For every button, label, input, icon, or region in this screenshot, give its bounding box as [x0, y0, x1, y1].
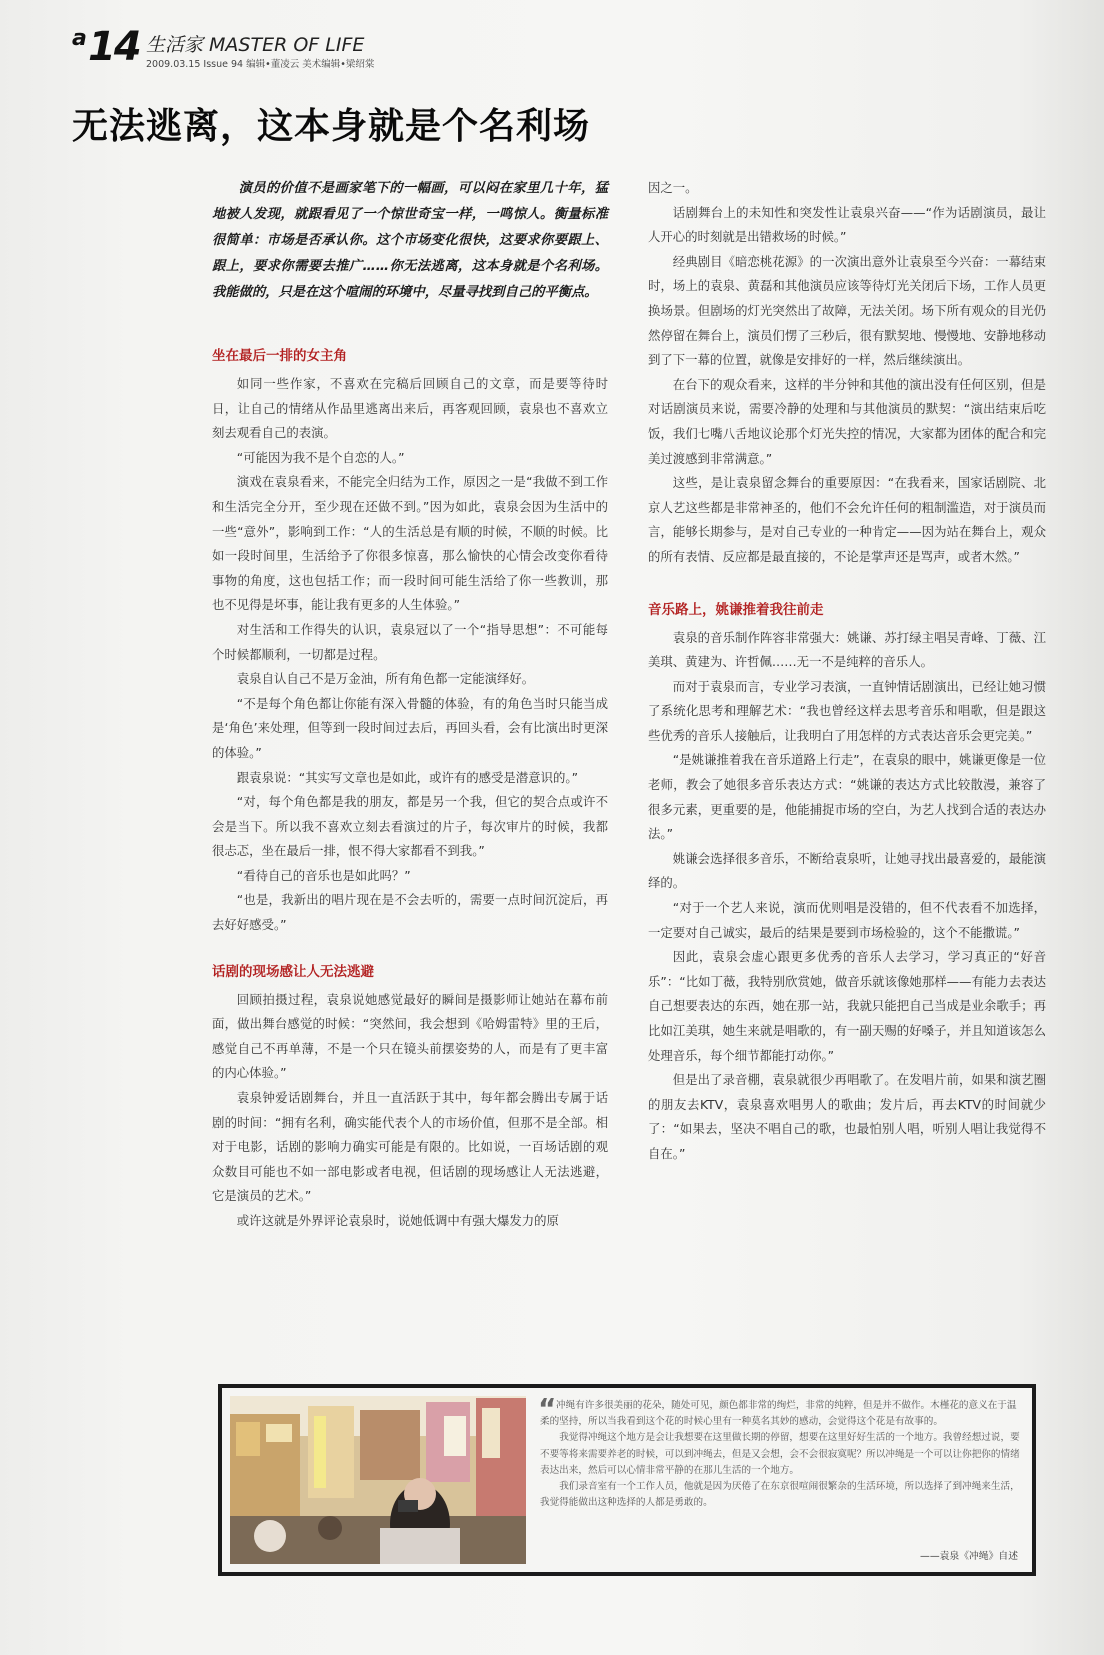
- section-heading-3: 音乐路上，姚谦推着我往前走: [648, 601, 824, 618]
- paragraph: 因此，袁泉会虚心跟更多优秀的音乐人去学习，学习真正的“好音乐”：“比如丁薇，我特别欣赏她，做音乐就该像她那样——有能力去表达自己想要表达的东西，她在那一站，我就只能把自己当成是业余歌手；再比如江美琪，她生来就是唱歌的，有一副天赐的好嗓子，并且知道该怎么处理音乐，每个细节都能打动你。”: [648, 949, 1046, 1063]
- paragraph: 跟袁泉说：“其实写文章也是如此，或许有的感受是潜意识的。”: [236, 769, 578, 785]
- quote-mark-icon: “: [538, 1392, 557, 1425]
- street-photo: [230, 1396, 526, 1564]
- left-column: [212, 176, 608, 1234]
- paragraph: 或许这就是外界评论袁泉时，说她低调中有强大爆发力的原: [236, 1213, 559, 1228]
- section-heading-2: 话剧的现场感让人无法逃避: [212, 963, 374, 980]
- paragraph: “对，每个角色都是我的朋友，都是另一个我，但它的契合点或许不会是当下。所以我不喜欢立刻去看演过的片子，每次审片的时候，我都很忐忑，坐在最后一排，恨不得大家都看不到我。”: [212, 794, 608, 859]
- header-logo-letter: a: [72, 26, 87, 51]
- paragraph: 回顾拍摄过程，袁泉说她感觉最好的瞬间是摄影师让她站在幕布前面，做出舞台感觉的时候：“突然间，我会想到《哈姆雷特》里的王后，感觉自己不再单薄，不是一个只在镜头前摆姿势的人，而是有了更丰富的内心体验。”: [212, 991, 608, 1081]
- paragraph: 在台下的观众看来，这样的半分钟和其他的演出没有任何区别，但是对话剧演员来说，需要冷静的处理和与其他演员的默契：“演出结束后吃饭，我们七嘴八舌地议论那个灯光失控的情况，大家都为团体的配合和完美过渡感到非常满意。”: [648, 376, 1046, 466]
- paragraph: “是姚谦推着我在音乐道路上行走”，在袁泉的眼中，姚谦更像是一位老师，教会了她很多音乐表达方式：“姚谦的表达方式比较散漫，兼容了很多元素，更重要的是，他能捕捉市场的空白，为艺人找到合适的表达办法。”: [648, 752, 1046, 842]
- paragraph: 经典剧目《暗恋桃花源》的一次演出意外让袁泉至今兴奋：一幕结束时，场上的袁泉、黄磊和其他演员应该等待灯光关闭后下场，工作人员更换场景。但剧场的灯光突然出了故障，无法关闭。场下所有观众的目光仍然停留在舞台上，演员们愣了三秒后，很有默契地、慢慢地、安静地移动到了下一幕的位置，就像是安排好的一样，然后继续演出。: [648, 253, 1046, 368]
- issue-meta: 2009.03.15 Issue 94 编辑•董凌云 美术编辑•梁绍棠: [146, 59, 375, 70]
- paragraph: 这些，是让袁泉留念舞台的重要原因：“在我看来，国家话剧院、北京人艺这些都是非常神圣的，他们不会允许任何的粗制滥造，对于演员而言，能够长期参与，是对自己专业的一种肯定——因为站在舞台上，观众的所有表情、反应都是最直接的，不论是掌声还是骂声，或者木然。”: [648, 475, 1046, 564]
- section-title: 生活家 MASTER OF LIFE: [146, 34, 365, 56]
- paragraph: 袁泉钟爱话剧舞台，并且一直活跃于其中，每年都会腾出专属于话剧的时间：“拥有名利，确实能代表个人的市场价值，但那不是全部。相对于电影，话剧的影响力确实可能是有限的。比如说，一百场话剧的观众数目可能也不如一部电影或者电视，但话剧的现场感让人无法逃避，它是演员的艺术。”: [212, 1090, 608, 1204]
- paragraph: 如同一些作家，不喜欢在完稿后回顾自己的文章，而是要等待时日，让自己的情绪从作品里逃离出来后，再客观回顾，袁泉也不喜欢立刻去观看自己的表演。: [212, 376, 608, 441]
- paragraph: “也是，我新出的唱片现在是不会去听的，需要一点时间沉淀后，再去好好感受。”: [212, 892, 608, 933]
- paragraph: 演戏在袁泉看来，不能完全归结为工作，原因之一是“我做不到工作和生活完全分开，至少现在还做不到。”因为如此，袁泉会因为生活中的一些“意外”，影响到工作：“人的生活总是有顺的时候，不顺的时候。比如一段时间里，生活给予了你很多惊喜，那么愉快的心情会改变你看待事物的角度，这也包括工作；而一段时间可能生活给了你一些教训，那也不见得是坏事，能让我有更多的人生体验。”: [212, 474, 608, 613]
- section-gap: [648, 570, 1046, 598]
- section-gap: [212, 938, 608, 960]
- quote-attribution: ——袁泉《冲绳》自述: [920, 1551, 1018, 1562]
- paragraph: 而对于袁泉而言，专业学习表演，一直钟情话剧演出，已经让她习惯了系统化思考和理解艺术：“我也曾经这样去思考音乐和唱歌，但是跟这些优秀的音乐人接触后，让我明白了用怎样的方式表达音乐会更完美。”: [648, 678, 1046, 743]
- paragraph: “不是每个角色都让你能有深入骨髓的体验，有的角色当时只能当成是‘角色’来处理，但等到一段时间过去后，再回头看，会有比演出时更深的体验。”: [212, 695, 608, 760]
- paragraph: “看待自己的音乐也是如此吗？”: [236, 867, 411, 883]
- lead-paragraph: 演员的价值不是画家笔下的一幅画，可以闷在家里几十年，猛地被人发现，就跟看见了一个惊世奇宝一样，一鸣惊人。衡量标准很简单：市场是否承认你。这个市场变化很快，这要求你要跟上、跟上，要求你需要去推广……你无法逃离，这本身就是个名利场。我能做的，只是在这个喧闹的环境中，尽量寻找到自己的平衡点。: [212, 181, 608, 300]
- paragraph: 袁泉的音乐制作阵容非常强大：姚谦、苏打绿主唱吴青峰、丁薇、江美琪、黄建为、许哲佩……无一不是纯粹的音乐人。: [648, 629, 1046, 670]
- paragraph: 袁泉自认自己不是万金油，所有角色都一定能演绎好。: [236, 671, 535, 687]
- paragraph: 姚谦会选择很多音乐，不断给袁泉听，让她寻找出最喜爱的，最能演绎的。: [648, 850, 1046, 891]
- paragraph: “对于一个艺人来说，演而优则唱是没错的，但不代表看不加选择，一定要对自己诚实，最后的结果是要到市场检验的，这个不能撒谎。”: [648, 900, 1046, 940]
- paragraph: 对生活和工作得失的认识，袁泉冠以了一个“指导思想”：不可能每个时候都顺利，一切都是过程。: [212, 621, 608, 662]
- quote-paragraph: 我觉得冲绳这个地方是会让我想要在这里做长期的停留，想要在这里好好生活的一个地方。我曾经想过说，要不要等将来需要养老的时候，可以到冲绳去，但是又会想，会不会很寂寞呢？所以冲绳是一个可以让你把你的情绪表达出来，然后可以心情非常平静的在那儿生活的一个地方。: [540, 1432, 1020, 1476]
- article-headline: 无法逃离，这本身就是个名利场: [72, 106, 591, 147]
- right-column: [648, 176, 1046, 1167]
- street-photo-illustration: [230, 1396, 526, 1564]
- paragraph: 但是出了录音棚，袁泉就很少再唱歌了。在发唱片前，如果和演艺圈的朋友去KTV，袁泉喜欢唱男人的歌曲；发片后，再去KTV的时间就少了：“如果去，坚决不唱自己的歌，也最怕别人唱，听别人唱让我觉得不自在。”: [648, 1072, 1046, 1161]
- sidebar-quote-box: [218, 1384, 1036, 1576]
- page-number: 14: [88, 24, 140, 70]
- quote-paragraph: 我们录音室有一个工作人员，他就是因为厌倦了在东京很喧闹很繁杂的生活环境，所以选择了到冲绳来生活，我觉得能做出这种选择的人都是勇敢的。: [540, 1481, 1020, 1509]
- paragraph: 话剧舞台上的未知性和突发性让袁泉兴奋——“作为话剧演员，最让人开心的时刻就是出错救场的时候。”: [648, 204, 1046, 245]
- section-heading-1: 坐在最后一排的女主角: [212, 348, 347, 364]
- paragraph-continued: 因之一。: [648, 180, 698, 195]
- quote-text-area: [538, 1392, 1020, 1511]
- quote-paragraph: 冲绳有许多很美丽的花朵，随处可见，颜色都非常的绚烂，非常的纯粹，但是并不做作。木槿花的意义在于温柔的坚持，所以当我看到这个花的时候心里有一种莫名其妙的感动，会觉得这个花是有故事的。: [540, 1400, 1017, 1428]
- paragraph: “可能因为我不是个自恋的人。”: [236, 449, 405, 465]
